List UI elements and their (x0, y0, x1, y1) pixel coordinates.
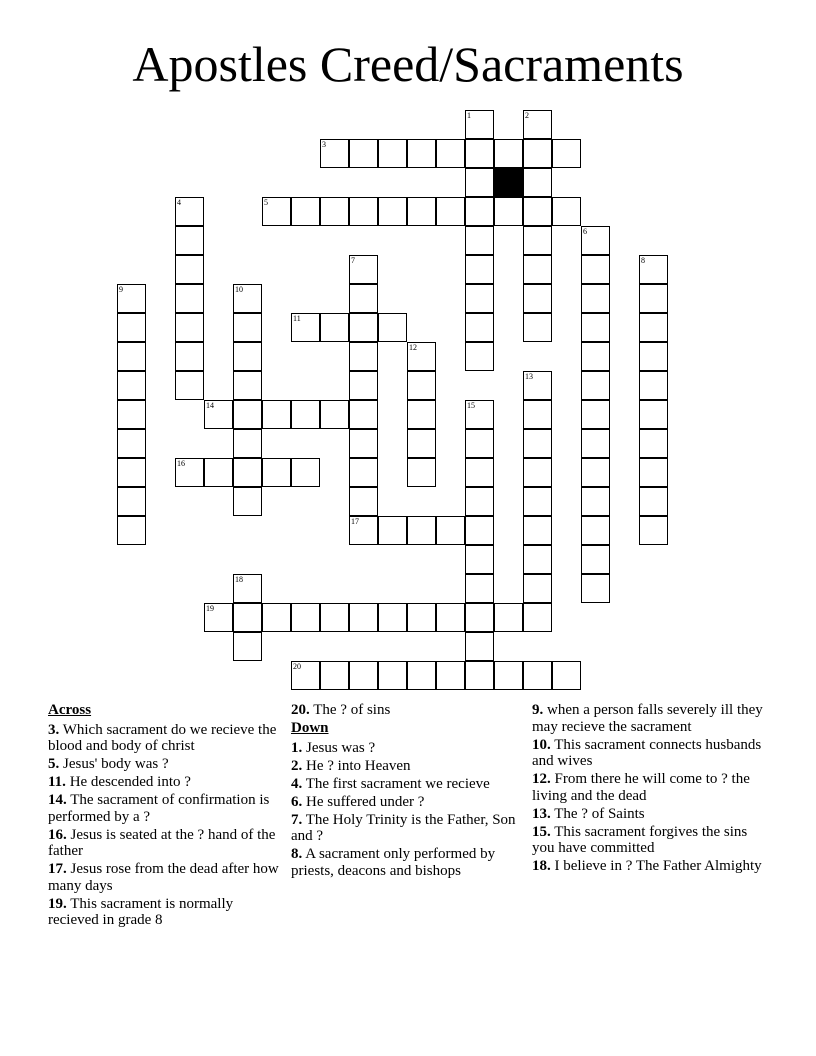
grid-cell[interactable] (262, 400, 291, 429)
grid-cell[interactable] (639, 400, 668, 429)
clue-number: 14 (206, 401, 214, 410)
grid-cell[interactable] (378, 139, 407, 168)
grid-cell[interactable] (465, 574, 494, 603)
grid-cell[interactable] (262, 197, 291, 226)
grid-cell[interactable] (465, 255, 494, 284)
grid-cell[interactable] (465, 342, 494, 371)
page-title: Apostles Creed/Sacraments (132, 36, 684, 92)
grid-cell[interactable] (639, 284, 668, 313)
grid-cell[interactable] (523, 313, 552, 342)
grid-cell[interactable] (465, 661, 494, 690)
grid-cell[interactable] (349, 458, 378, 487)
grid-cell[interactable] (465, 284, 494, 313)
grid-cell[interactable] (320, 197, 349, 226)
grid-cell[interactable] (639, 342, 668, 371)
grid-cell[interactable] (581, 371, 610, 400)
clue-number: 17 (351, 517, 359, 526)
grid-cell[interactable] (349, 603, 378, 632)
grid-cell[interactable] (465, 110, 494, 139)
clue-number: 1 (467, 111, 471, 120)
clue-number: 19 (206, 604, 214, 613)
down-clue: 8. A sacrament only performed by priests, deacons and bishops (291, 846, 496, 879)
grid-cell[interactable] (117, 487, 146, 516)
grid-cell[interactable] (204, 603, 233, 632)
grid-cell[interactable] (233, 603, 262, 632)
grid-cell[interactable] (436, 661, 465, 690)
grid-cell[interactable] (523, 168, 552, 197)
down-clue: 15. This sacrament forgives the sins you have committed (532, 823, 748, 856)
grid-cell[interactable] (117, 313, 146, 342)
grid-cell[interactable] (291, 603, 320, 632)
grid-cell[interactable] (465, 400, 494, 429)
grid-cell[interactable] (320, 661, 349, 690)
grid-cell[interactable] (407, 429, 436, 458)
grid-cell[interactable] (639, 487, 668, 516)
across-clue: 14. The sacrament of confirmation is performed by a ? (48, 792, 270, 825)
grid-cell[interactable] (523, 661, 552, 690)
grid-cell[interactable] (117, 400, 146, 429)
grid-cell[interactable] (523, 429, 552, 458)
grid-cell[interactable] (436, 197, 465, 226)
grid-cell[interactable] (581, 429, 610, 458)
across-clue: 19. This sacrament is normally recieved in grade 8 (48, 895, 234, 928)
across-clue: 5. Jesus' body was ? (48, 756, 169, 772)
grid-cell[interactable] (465, 168, 494, 197)
grid-cell[interactable] (465, 139, 494, 168)
grid-cell[interactable] (233, 632, 262, 661)
grid-cell[interactable] (291, 661, 320, 690)
down-clue: 12. From there he will come to ? the living and the dead (532, 771, 750, 804)
grid-cell[interactable] (378, 197, 407, 226)
down-heading: Down (291, 720, 329, 736)
grid-cell[interactable] (494, 603, 523, 632)
down-clue: 6. He suffered under ? (291, 793, 425, 810)
grid-cell[interactable] (581, 516, 610, 545)
grid-cell[interactable] (465, 458, 494, 487)
grid-cell[interactable] (117, 284, 146, 313)
grid-cell[interactable] (349, 313, 378, 342)
grid-cell[interactable] (349, 255, 378, 284)
grid-cell[interactable] (349, 197, 378, 226)
grid-cell[interactable] (233, 371, 262, 400)
grid-cell[interactable] (581, 574, 610, 603)
grid-cell[interactable] (639, 313, 668, 342)
grid-cell[interactable] (320, 139, 349, 168)
grid-cell[interactable] (465, 487, 494, 516)
grid-cell[interactable] (349, 400, 378, 429)
grid-cell[interactable] (523, 516, 552, 545)
grid-cell[interactable] (349, 342, 378, 371)
grid-cell[interactable] (523, 226, 552, 255)
grid-cell[interactable] (378, 661, 407, 690)
grid-cell[interactable] (523, 400, 552, 429)
grid-cell[interactable] (233, 313, 262, 342)
across-clue: 20. The ? of sins (291, 702, 391, 718)
grid-cell[interactable] (465, 226, 494, 255)
grid-cell[interactable] (639, 516, 668, 545)
down-clue: 10. This sacrament connects husbands and wives (532, 736, 762, 769)
grid-cell[interactable] (523, 284, 552, 313)
clue-number: 9 (119, 285, 123, 294)
clue-number: 6 (583, 227, 587, 236)
grid-cell[interactable] (407, 458, 436, 487)
clue-number: 3 (322, 140, 326, 149)
grid-cell[interactable] (320, 400, 349, 429)
grid-cell[interactable] (117, 458, 146, 487)
grid-cell[interactable] (581, 400, 610, 429)
clue-number: 12 (409, 343, 417, 352)
grid-cell[interactable] (581, 284, 610, 313)
clue-number: 20 (293, 662, 301, 671)
grid-cell[interactable] (639, 371, 668, 400)
grid-cell[interactable] (349, 371, 378, 400)
across-clue: 17. Jesus rose from the dead after how many days (48, 861, 279, 894)
grid-cell[interactable] (378, 313, 407, 342)
clue-number: 11 (293, 314, 301, 323)
grid-cell[interactable] (291, 197, 320, 226)
grid-cell[interactable] (233, 574, 262, 603)
grid-cell[interactable] (523, 603, 552, 632)
down-clue: 2. He ? into Heaven (291, 757, 411, 774)
grid-cell[interactable] (117, 342, 146, 371)
clues-column-2 (291, 702, 523, 881)
grid-cell[interactable] (552, 197, 581, 226)
grid-cell[interactable] (233, 487, 262, 516)
clue-number: 13 (525, 372, 533, 381)
grid-cell[interactable] (204, 400, 233, 429)
across-heading: Across (48, 702, 92, 718)
grid-cell[interactable] (465, 632, 494, 661)
grid-cell[interactable] (407, 371, 436, 400)
grid-cell[interactable] (175, 284, 204, 313)
grid-cell[interactable] (581, 487, 610, 516)
grid-cell[interactable] (465, 516, 494, 545)
grid-cell[interactable] (175, 342, 204, 371)
grid-cell[interactable] (407, 342, 436, 371)
clue-number: 18 (235, 575, 243, 584)
grid-cell[interactable] (349, 139, 378, 168)
grid-cell[interactable] (233, 458, 262, 487)
grid-cell[interactable] (523, 458, 552, 487)
grid-cell[interactable] (436, 139, 465, 168)
grid-cell[interactable] (494, 197, 523, 226)
grid-cell[interactable] (407, 139, 436, 168)
grid-cell[interactable] (523, 110, 552, 139)
grid-cell[interactable] (639, 458, 668, 487)
clues-column-3 (532, 702, 764, 876)
grid-cell[interactable] (175, 255, 204, 284)
grid-cell[interactable] (320, 603, 349, 632)
grid-cell[interactable] (233, 400, 262, 429)
grid-cell[interactable] (523, 255, 552, 284)
grid-cell[interactable] (639, 429, 668, 458)
grid-cell[interactable] (523, 574, 552, 603)
down-clue: 9. when a person falls severely ill they may recieve the sacrament (532, 702, 763, 735)
grid-cell[interactable] (233, 429, 262, 458)
grid-cell[interactable] (175, 458, 204, 487)
grid-cell[interactable] (117, 371, 146, 400)
grid-cell[interactable] (378, 603, 407, 632)
across-clue: 16. Jesus is seated at the ? hand of the father (48, 826, 276, 859)
grid-cell[interactable] (436, 603, 465, 632)
grid-cell[interactable] (407, 516, 436, 545)
grid-cell[interactable] (523, 197, 552, 226)
grid-cell[interactable] (581, 458, 610, 487)
grid-cell[interactable] (494, 139, 523, 168)
grid-cell[interactable] (523, 139, 552, 168)
grid-cell[interactable] (465, 545, 494, 574)
grid-cell[interactable] (291, 313, 320, 342)
black-square (494, 168, 523, 197)
grid-cell[interactable] (407, 197, 436, 226)
grid-cell[interactable] (639, 255, 668, 284)
grid-cell[interactable] (407, 603, 436, 632)
clue-number: 5 (264, 198, 268, 207)
grid-cell[interactable] (494, 661, 523, 690)
down-clue: 4. The first sacrament we recieve (291, 775, 490, 792)
clue-number: 16 (177, 459, 185, 468)
clue-number: 15 (467, 401, 475, 410)
grid-cell[interactable] (552, 139, 581, 168)
down-clue: 18. I believe in ? The Father Almighty (532, 858, 762, 874)
grid-cell[interactable] (349, 661, 378, 690)
clue-number: 8 (641, 256, 645, 265)
grid-cell[interactable] (581, 342, 610, 371)
grid-cell[interactable] (465, 197, 494, 226)
grid-cell[interactable] (233, 284, 262, 313)
grid-cell[interactable] (581, 226, 610, 255)
down-clue: 13. The ? of Saints (532, 805, 645, 822)
grid-cell[interactable] (262, 603, 291, 632)
grid-cell[interactable] (204, 458, 233, 487)
grid-cell[interactable] (581, 255, 610, 284)
grid-cell[interactable] (581, 313, 610, 342)
grid-cell[interactable] (117, 516, 146, 545)
clues-column-1 (48, 702, 280, 930)
grid-cell[interactable] (581, 545, 610, 574)
grid-cell[interactable] (320, 313, 349, 342)
grid-cell[interactable] (523, 371, 552, 400)
grid-cell[interactable] (262, 458, 291, 487)
clue-number: 7 (351, 256, 355, 265)
grid-cell[interactable] (175, 313, 204, 342)
grid-cell[interactable] (523, 545, 552, 574)
grid-cell[interactable] (552, 661, 581, 690)
grid-cell[interactable] (436, 516, 465, 545)
grid-cell[interactable] (523, 487, 552, 516)
grid-cell[interactable] (407, 661, 436, 690)
grid-cell[interactable] (349, 429, 378, 458)
grid-cell[interactable] (465, 313, 494, 342)
grid-cell[interactable] (291, 458, 320, 487)
clue-number: 10 (235, 285, 243, 294)
down-clue: 1. Jesus was ? (291, 739, 376, 756)
grid-cell[interactable] (349, 284, 378, 313)
grid-cell[interactable] (291, 400, 320, 429)
grid-cell[interactable] (378, 516, 407, 545)
grid-cell[interactable] (465, 429, 494, 458)
grid-cell[interactable] (349, 516, 378, 545)
across-clue: 11. He descended into ? (48, 774, 191, 790)
down-clue: 7. The Holy Trinity is the Father, Son and ? (291, 811, 516, 844)
grid-cell[interactable] (349, 487, 378, 516)
grid-cell[interactable] (407, 400, 436, 429)
grid-cell[interactable] (465, 603, 494, 632)
grid-cell[interactable] (175, 226, 204, 255)
clue-number: 2 (525, 111, 529, 120)
across-clue: 3. Which sacrament do we recieve the blood and body of christ (48, 721, 277, 754)
grid-cell[interactable] (117, 429, 146, 458)
grid-cell[interactable] (175, 371, 204, 400)
grid-cell[interactable] (175, 197, 204, 226)
grid-cell[interactable] (233, 342, 262, 371)
clue-number: 4 (177, 198, 181, 207)
